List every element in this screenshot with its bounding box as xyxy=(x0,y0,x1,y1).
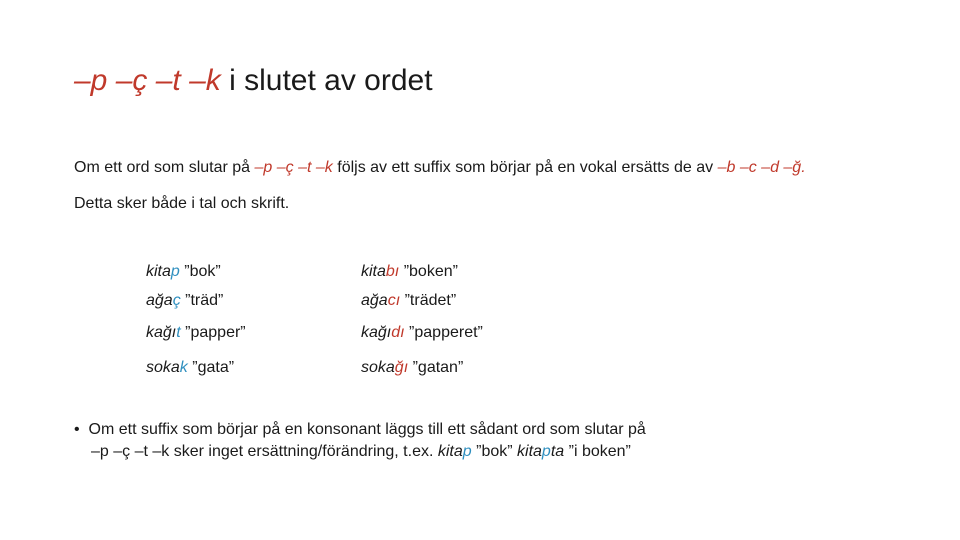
example-stem: soka xyxy=(361,359,395,376)
example-ending: k xyxy=(179,359,188,376)
example-gloss: ”boken” xyxy=(399,263,458,280)
example-gloss: ”bok” xyxy=(179,263,221,280)
rule-paragraph-2: Detta sker både i tal och skrift. xyxy=(74,195,290,212)
example-left xyxy=(146,323,246,343)
bullet-line-2 xyxy=(91,442,631,462)
example-ending: t xyxy=(176,324,181,341)
rule-text-1: Om ett ord som slutar på xyxy=(74,159,255,176)
rule-consonants: –p –ç –t –k xyxy=(254,159,333,176)
example-right xyxy=(361,323,483,343)
bullet-line-1 xyxy=(74,420,646,440)
example-gloss: ”gata” xyxy=(187,359,235,376)
example-gloss: ”trädet” xyxy=(400,292,457,309)
bullet-example2-suffix: ta xyxy=(550,443,565,460)
title-consonants: –p –ç –t –k xyxy=(74,64,221,97)
example-ending: ğı xyxy=(394,359,409,376)
bullet-example2-gloss: ”i boken” xyxy=(564,443,631,460)
example-left xyxy=(146,358,234,378)
example-stem: kağı xyxy=(361,324,392,341)
bullet-example-gloss: ”bok” xyxy=(471,443,518,460)
example-right xyxy=(361,358,463,378)
rule-replacements: –b –c –d –ğ. xyxy=(717,159,806,176)
bullet-example-ending: p xyxy=(462,443,472,460)
example-ending: bı xyxy=(385,263,400,280)
example-stem: kita xyxy=(361,263,386,280)
example-right xyxy=(361,291,456,311)
bullet-example-stem: kita xyxy=(437,443,463,460)
example-ending: ç xyxy=(172,292,181,309)
example-stem: kağı xyxy=(146,324,177,341)
example-left xyxy=(146,262,221,282)
rule-text-2: följs av ett suffix som börjar på en vokal ersätts de av xyxy=(332,159,718,176)
bullet-text-1: Om ett suffix som börjar på en konsonant läggs till ett sådant ord som slutar på xyxy=(88,421,646,438)
example-right xyxy=(361,262,458,282)
example-gloss: ”träd” xyxy=(180,292,224,309)
example-left xyxy=(146,291,223,311)
example-stem: soka xyxy=(146,359,180,376)
bullet-icon: • xyxy=(74,421,80,438)
rule-paragraph xyxy=(74,158,806,178)
example-stem: kita xyxy=(146,263,171,280)
bullet-text-2: –p –ç –t –k sker inget ersättning/förändring, t.ex. xyxy=(91,443,438,460)
bullet-example2-stem: kita xyxy=(517,443,542,460)
example-stem: ağa xyxy=(361,292,388,309)
example-ending: cı xyxy=(387,292,401,309)
bullet-example2-ending: p xyxy=(541,443,551,460)
slide-title xyxy=(74,62,433,100)
example-gloss: ”papper” xyxy=(180,324,246,341)
example-gloss: ”gatan” xyxy=(408,359,464,376)
example-ending: p xyxy=(170,263,180,280)
title-text: i slutet av ordet xyxy=(220,64,433,97)
example-ending: dı xyxy=(391,324,405,341)
example-gloss: ”papperet” xyxy=(404,324,483,341)
example-stem: ağa xyxy=(146,292,173,309)
